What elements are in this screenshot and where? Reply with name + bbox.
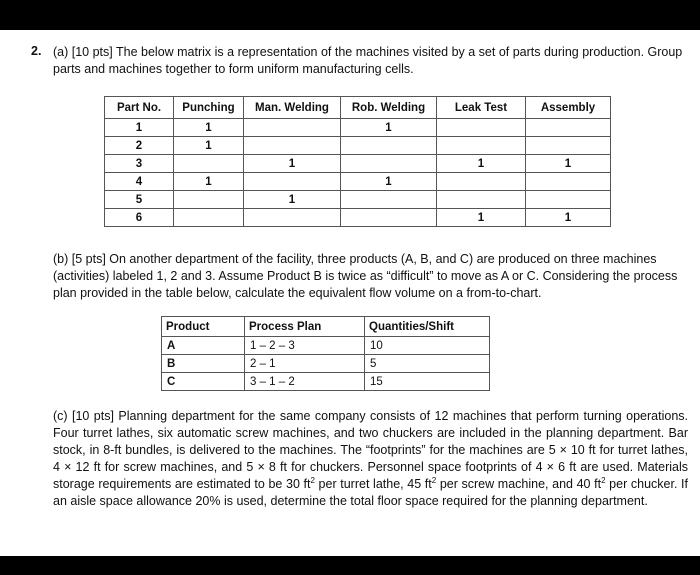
plan-header-product: Product	[162, 317, 245, 337]
matrix-cell	[244, 137, 341, 155]
matrix-cell: 1	[341, 119, 437, 137]
matrix-header-punching: Punching	[174, 97, 244, 119]
table-row	[162, 373, 490, 391]
matrix-cell	[526, 191, 611, 209]
matrix-cell	[526, 173, 611, 191]
plan-cell-product: C	[162, 373, 245, 391]
matrix-cell: 1	[244, 155, 341, 173]
matrix-cell: 1	[526, 209, 611, 227]
superscript: 2	[601, 475, 606, 485]
matrix-cell: 1	[437, 155, 526, 173]
matrix-cell	[341, 191, 437, 209]
matrix-cell	[526, 119, 611, 137]
matrix-cell: 1	[174, 173, 244, 191]
table-row	[162, 337, 490, 355]
matrix-cell	[341, 209, 437, 227]
matrix-header-part-no: Part No.	[105, 97, 174, 119]
matrix-cell: 5	[105, 191, 174, 209]
matrix-cell	[341, 137, 437, 155]
table-row	[105, 173, 611, 191]
matrix-cell	[437, 137, 526, 155]
part-c-text	[53, 408, 688, 510]
matrix-cell	[437, 191, 526, 209]
question-number: 2.	[31, 44, 42, 58]
matrix-cell: 4	[105, 173, 174, 191]
matrix-cell	[174, 155, 244, 173]
matrix-cell	[174, 191, 244, 209]
part-c-text-1: (c) [10 pts] Planning department for the same company consists of 12 machines that perform turning operations. Four turret lathes, six automatic screw machines, and two chuckers are included in the planning department. Bar stock, in 8-ft bundles, is delivered to the machines. The “footprints” for the machines are 5 × 10 ft for turret lathes, 4 × 12 ft for screw machines, and 5 × 8 ft for chuckers. Personnel space footprints of 4 × 6 ft are used. Materials storage requirements are estimated to be 30 ft	[53, 409, 688, 491]
plan-cell-product: A	[162, 337, 245, 355]
plan-cell-process: 1 – 2 – 3	[245, 337, 365, 355]
matrix-cell: 3	[105, 155, 174, 173]
matrix-header-leak-test: Leak Test	[437, 97, 526, 119]
plan-cell-process: 3 – 1 – 2	[245, 373, 365, 391]
plan-cell-quantity: 15	[365, 373, 490, 391]
matrix-cell: 1	[105, 119, 174, 137]
plan-header-process-plan: Process Plan	[245, 317, 365, 337]
matrix-cell	[244, 173, 341, 191]
matrix-cell	[437, 119, 526, 137]
plan-cell-product: B	[162, 355, 245, 373]
machine-part-matrix	[104, 96, 611, 227]
part-b-text: (b) [5 pts] On another department of the facility, three products (A, B, and C) are produced on three machines (activities) labeled 1, 2 and 3. Assume Product B is twice as “difficult” to move as A or C. Considering the process plan provided in the table below, calculate the equivalent flow volume on a from-to-chart.	[53, 252, 678, 300]
matrix-cell: 1	[526, 155, 611, 173]
matrix-cell: 6	[105, 209, 174, 227]
table-row	[105, 209, 611, 227]
matrix-cell: 1	[341, 173, 437, 191]
superscript: 2	[431, 475, 437, 485]
part-c-text-4: per chucker. If an aisle space allowance 20% is used, determine the total floor space required for the planning department.	[53, 477, 688, 508]
matrix-cell	[526, 137, 611, 155]
matrix-cell	[244, 209, 341, 227]
matrix-cell: 1	[244, 191, 341, 209]
plan-cell-quantity: 5	[365, 355, 490, 373]
superscript: 2	[310, 475, 315, 485]
matrix-header-man-welding: Man. Welding	[244, 97, 341, 119]
table-row	[105, 119, 611, 137]
matrix-cell	[174, 209, 244, 227]
table-row	[105, 137, 611, 155]
table-row	[105, 155, 611, 173]
part-c-text-2: per turret lathe, 45 ft	[314, 477, 432, 491]
matrix-cell: 1	[437, 209, 526, 227]
table-row	[162, 355, 490, 373]
plan-header-row	[162, 317, 490, 337]
part-a-text: (a) [10 pts] The below matrix is a representation of the machines visited by a set of parts during production. Group parts and machines together to form uniform manufacturing cells.	[53, 45, 683, 76]
plan-cell-process: 2 – 1	[245, 355, 365, 373]
matrix-cell	[244, 119, 341, 137]
matrix-cell: 1	[174, 119, 244, 137]
document-page	[0, 30, 700, 556]
process-plan-table	[161, 316, 490, 391]
matrix-header-assembly: Assembly	[526, 97, 611, 119]
matrix-cell: 1	[174, 137, 244, 155]
plan-cell-quantity: 10	[365, 337, 490, 355]
matrix-cell	[341, 155, 437, 173]
part-c-text-3: per screw machine, and 40 ft	[436, 477, 602, 491]
matrix-header-rob-welding: Rob. Welding	[341, 97, 437, 119]
plan-header-quantities: Quantities/Shift	[365, 317, 490, 337]
matrix-cell: 2	[105, 137, 174, 155]
table-row	[105, 191, 611, 209]
matrix-header-row	[105, 97, 611, 119]
matrix-cell	[437, 173, 526, 191]
